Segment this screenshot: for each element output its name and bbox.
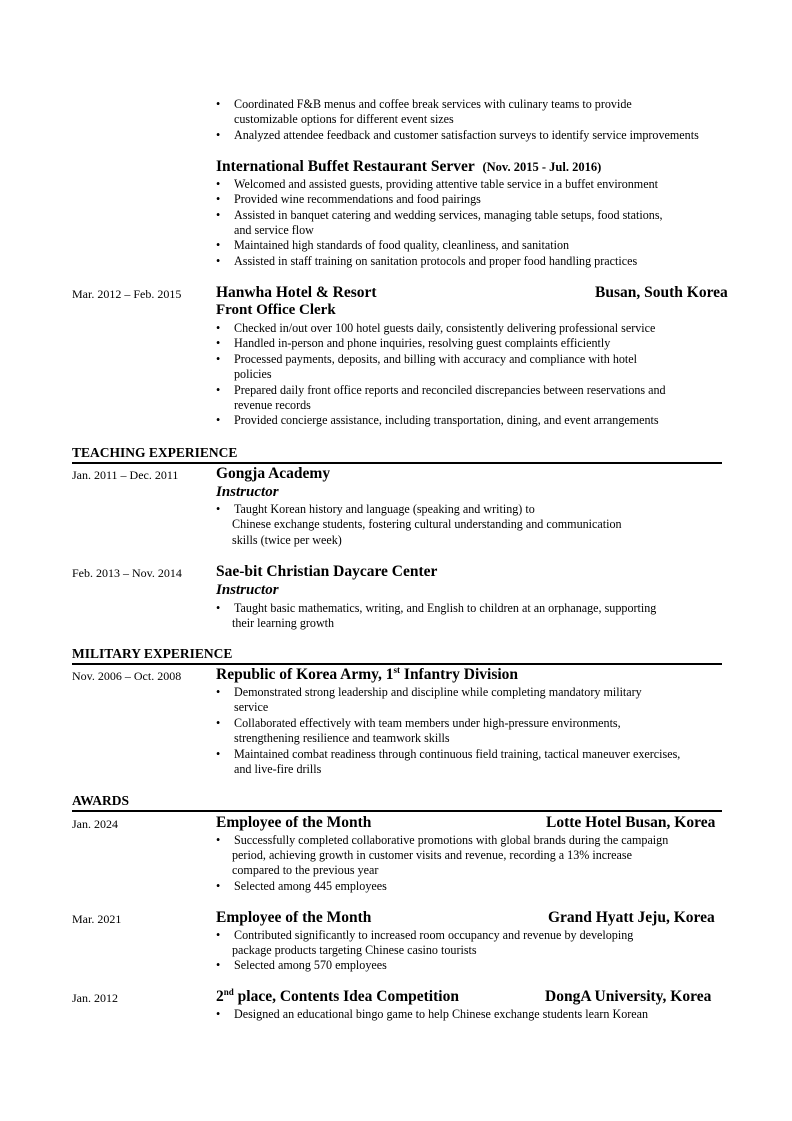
bullet-line: Assisted in staff training on sanitation protocols and proper food handling practices: [234, 254, 638, 268]
bullet-line: Welcomed and assisted guests, providing attentive table service in a buffet environment: [234, 177, 658, 191]
organization-name: Sae-bit Christian Daycare Center: [216, 563, 438, 580]
bullet-line: Taught Korean history and language (speaking and writing) to: [234, 502, 535, 516]
bullet-line: Prepared daily front office reports and reconciled discrepancies between reservations and: [234, 383, 666, 397]
job-date: Mar. 2012 – Feb. 2015: [72, 287, 182, 301]
job-role: Instructor: [216, 582, 279, 598]
bullet-line: Selected among 570 employees: [234, 958, 387, 972]
bullet-line: Handled in-person and phone inquiries, resolving guest complaints efficiently: [234, 336, 611, 350]
bullet-line: period, achieving growth in customer visits and revenue, recording a 13% increase: [232, 848, 632, 862]
award-title: 2nd place, Contents Idea Competition: [216, 986, 459, 1005]
bullet-line: skills (twice per week): [232, 533, 342, 547]
bullet-line: Provided concierge assistance, including transportation, dining, and event arrangements: [234, 413, 659, 427]
section-divider: [72, 810, 722, 812]
bullet-line: Checked in/out over 100 hotel guests daily, consistently delivering professional service: [234, 321, 656, 335]
award-location: DongA University, Korea: [545, 988, 712, 1005]
organization-name: Gongja Academy: [216, 465, 331, 482]
job-role: Instructor: [216, 484, 279, 500]
bullet-line: Coordinated F&B menus and coffee break services with culinary teams to provide: [234, 97, 632, 111]
bullet-line: strengthening resilience and teamwork skills: [234, 731, 450, 745]
bullet-line: Analyzed attendee feedback and customer satisfaction surveys to identify service improvements: [234, 128, 699, 142]
job-date: Nov. 2006 – Oct. 2008: [72, 669, 182, 683]
bullet-line: policies: [234, 367, 272, 381]
bullet-line: compared to the previous year: [232, 863, 379, 877]
job-role: Front Office Clerk: [216, 302, 336, 318]
award-title: Employee of the Month: [216, 814, 372, 831]
award-title: Employee of the Month: [216, 909, 372, 926]
bullet-line: Successfully completed collaborative promotions with global brands during the campaign: [234, 833, 669, 847]
bullet-line: Demonstrated strong leadership and discipline while completing mandatory military: [234, 685, 642, 699]
section-heading-awards: AWARDS: [72, 793, 130, 808]
job-dates: (Nov. 2015 - Jul. 2016): [482, 160, 602, 174]
bullet-line: Maintained high standards of food quality, cleanliness, and sanitation: [234, 238, 570, 252]
bullet-line: Maintained combat readiness through continuous field training, tactical maneuver exercises,: [234, 747, 681, 761]
award-date: Mar. 2021: [72, 912, 122, 926]
organization-name: Hanwha Hotel & Resort: [216, 284, 377, 301]
bullet-line: Taught basic mathematics, writing, and English to children at an orphanage, supporting: [234, 601, 657, 615]
bullet-line: Chinese exchange students, fostering cultural understanding and communication: [232, 517, 622, 531]
job-date: Feb. 2013 – Nov. 2014: [72, 566, 182, 580]
award-location: Lotte Hotel Busan, Korea: [546, 814, 716, 831]
organization-location: Busan, South Korea: [595, 284, 728, 301]
bullet-line: Designed an educational bingo game to help Chinese exchange students learn Korean: [234, 1007, 649, 1021]
bullet-line: package products targeting Chinese casino tourists: [232, 943, 477, 957]
bullet-line: and service flow: [234, 223, 314, 237]
organization-name: Republic of Korea Army, 1st Infantry Division: [216, 664, 519, 683]
bullet-line: Contributed significantly to increased room occupancy and revenue by developing: [234, 928, 634, 942]
section-heading-military: MILITARY EXPERIENCE: [72, 646, 233, 661]
award-date: Jan. 2012: [72, 991, 118, 1005]
bullet-line: Assisted in banquet catering and wedding services, managing table setups, food stations,: [234, 208, 663, 222]
bullet-line: revenue records: [234, 398, 311, 412]
bullet-line: Processed payments, deposits, and billing with accuracy and compliance with hotel: [234, 352, 638, 366]
bullet-line: Selected among 445 employees: [234, 879, 387, 893]
bullet-line: Provided wine recommendations and food pairings: [234, 192, 481, 206]
job-date: Jan. 2011 – Dec. 2011: [72, 468, 179, 482]
award-date: Jan. 2024: [72, 817, 118, 831]
bullet-line: and live-fire drills: [234, 762, 322, 776]
bullet-line: Collaborated effectively with team members under high-pressure environments,: [234, 716, 621, 730]
section-divider: [72, 462, 722, 464]
job-title: International Buffet Restaurant Server (Nov. 2015 - Jul. 2016): [216, 158, 602, 175]
bullet-line: customizable options for different event sizes: [234, 112, 454, 126]
bullet-line: service: [234, 700, 269, 714]
bullet-line: their learning growth: [232, 616, 335, 630]
section-heading-teaching: TEACHING EXPERIENCE: [72, 445, 238, 460]
award-location: Grand Hyatt Jeju, Korea: [548, 909, 715, 926]
